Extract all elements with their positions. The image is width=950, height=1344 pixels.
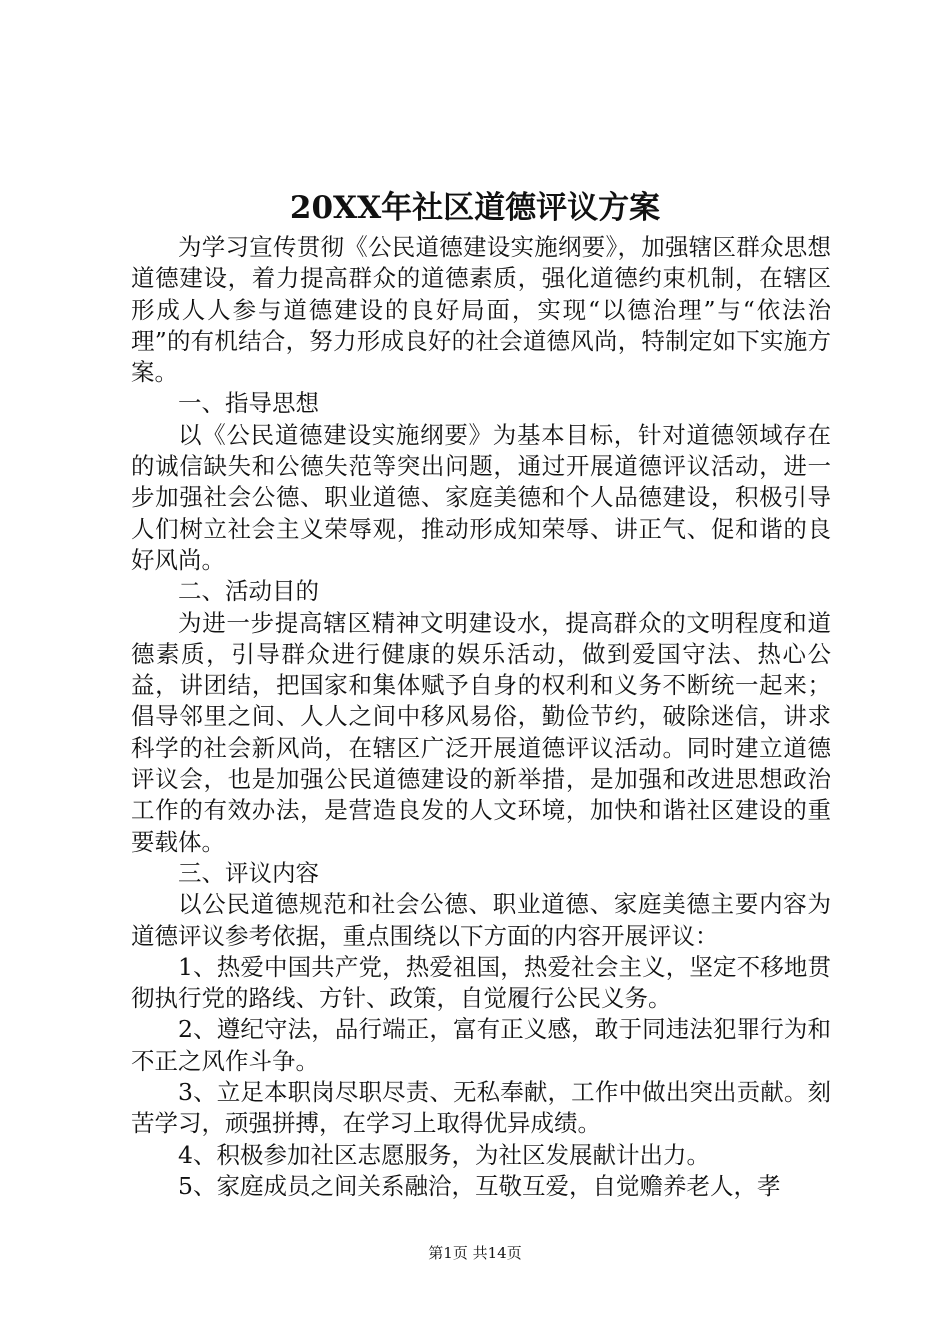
list-item-3: 3、立足本职岗尽职尽责、无私奉献，工作中做出突出贡献。刻苦学习，顽强拼搏，在学习上取得优异成绩。 xyxy=(131,1078,831,1138)
section-heading-activity-purpose: 二、活动目的 xyxy=(178,577,319,606)
list-item-2: 2、遵纪守法，品行端正，富有正义感，敢于同违法犯罪行为和不正之风作斗争。 xyxy=(131,1015,831,1075)
paragraph-activity-purpose: 为进一步提高辖区精神文明建设水，提高群众的文明程度和道德素质，引导群众进行健康的娱乐活动，做到爱国守法、热心公益，讲团结，把国家和集体赋予自身的权利和义务不断统一起来；倡导邻里之间、人人之间中移风易俗，勤俭节约，破除迷信，讲求科学的社会新风尚，在辖区广泛开展道德评议活动。同时建立道德评议会，也是加强公民道德建设的新举措，是加强和改进思想政治工作的有效办法，是营造良发的人文环境，加快和谐社区建设的重要载体。 xyxy=(131,608,831,856)
page-footer: 第1页 共14页 xyxy=(428,1244,522,1262)
paragraph-guiding-ideology: 以《公民道德建设实施纲要》为基本目标，针对道德领域存在的诚信缺失和公德失范等突出问题，通过开展道德评议活动，进一步加强社会公德、职业道德、家庭美德和个人品德建设，积极引导人们树立社会主义荣辱观，推动形成知荣辱、讲正气、促和谐的良好风尚。 xyxy=(131,420,831,574)
list-item-5: 5、家庭成员之间关系融洽，互敬互爱，自觉赡养老人，孝 xyxy=(178,1171,781,1200)
list-item-1: 1、热爱中国共产党，热爱祖国，热爱社会主义，坚定不移地贯彻执行党的路线、方针、政策，自觉履行公民义务。 xyxy=(131,952,831,1013)
paragraph-review-content: 以公民道德规范和社会公德、职业道德、家庭美德主要内容为道德评议参考依据，重点围绕以下方面的内容开展评议： xyxy=(131,890,831,950)
document-body xyxy=(131,232,831,1202)
section-heading-review-content: 三、评议内容 xyxy=(178,858,319,887)
list-item-4: 4、积极参加社区志愿服务，为社区发展献计出力。 xyxy=(178,1140,710,1169)
intro-paragraph: 为学习宣传贯彻《公民道德建设实施纲要》，加强辖区群众思想道德建设，着力提高群众的道德素质，强化道德约束机制，在辖区形成人人参与道德建设的良好局面，实现“以德治理”与“依法治理”的有机结合，努力形成良好的社会道德风尚，特制定如下实施方案。 xyxy=(131,233,831,387)
section-heading-guiding-ideology: 一、指导思想 xyxy=(178,389,319,418)
document-title: 20XX年社区道德评议方案 xyxy=(289,190,661,226)
